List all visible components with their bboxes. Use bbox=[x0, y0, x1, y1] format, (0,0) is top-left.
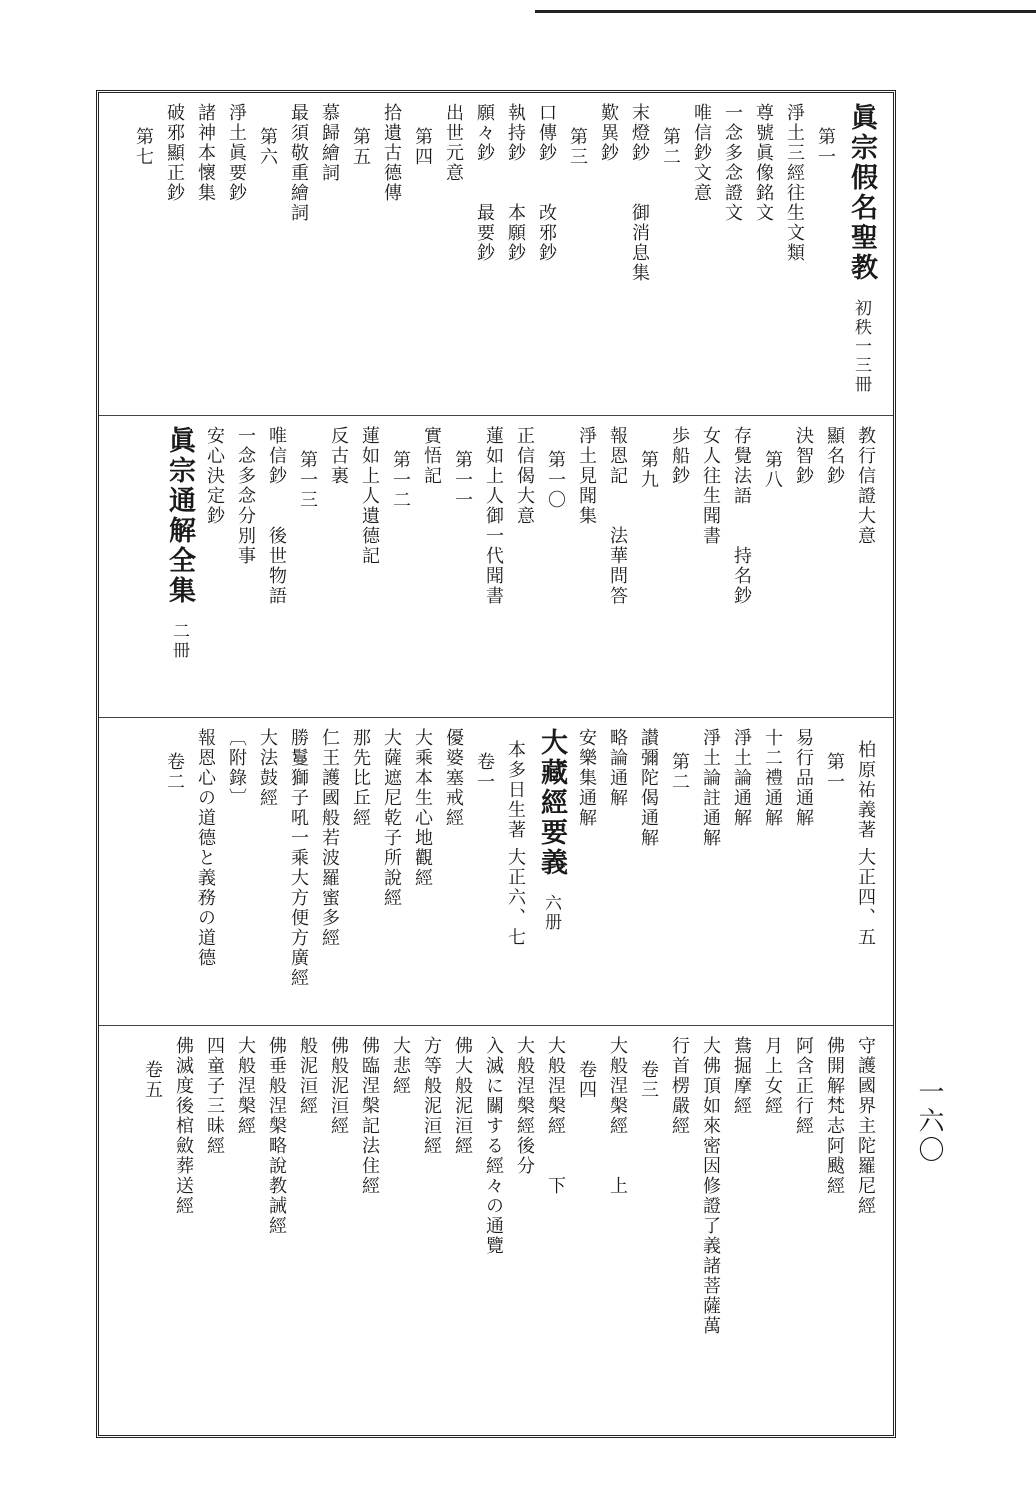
toc-entry bbox=[602, 1036, 633, 1429]
entry-title: 拾遺古德傳 bbox=[381, 103, 402, 203]
toc-entry bbox=[757, 728, 788, 1019]
entry-title: 守護國界主陀羅尼經 bbox=[855, 1036, 876, 1216]
toc-entry bbox=[695, 728, 726, 1019]
toc-entry bbox=[726, 1036, 757, 1429]
entry-title: 佛開解梵志阿颰經 bbox=[824, 1036, 845, 1196]
toc-entry bbox=[438, 728, 469, 1019]
toc-entry bbox=[323, 426, 354, 711]
entry-title: 卷一 bbox=[474, 752, 495, 792]
entry-title: 第三 bbox=[567, 127, 588, 167]
entry-title: 卷四 bbox=[576, 1060, 597, 1100]
toc-entry bbox=[748, 103, 779, 409]
volume-label bbox=[655, 103, 686, 409]
entry-title: 佛大般泥洹經 bbox=[452, 1036, 473, 1156]
entry-title: 易行品通解 bbox=[793, 728, 814, 828]
toc-entry bbox=[695, 1036, 726, 1429]
entry-title: 第四 bbox=[412, 127, 433, 167]
toc-entry bbox=[199, 426, 230, 711]
toc-entry bbox=[376, 103, 407, 409]
entry-title: 卷二 bbox=[164, 752, 185, 792]
table-of-contents-frame bbox=[96, 90, 896, 1438]
entry-title: 略論通解 bbox=[607, 728, 628, 808]
volume-label bbox=[447, 426, 478, 711]
toc-entry bbox=[571, 728, 602, 1019]
entry-title: 大藏經要義 bbox=[536, 728, 567, 878]
entry-title: 眞宗假名聖教 bbox=[846, 103, 877, 283]
entry-title: 淨土見聞集 bbox=[576, 426, 597, 526]
entry-title: 正信偈大意 bbox=[514, 426, 535, 526]
toc-entry bbox=[500, 103, 531, 409]
toc-entry bbox=[850, 1036, 881, 1429]
entry-companion: 二冊 bbox=[169, 622, 189, 660]
toc-entry bbox=[438, 103, 469, 409]
toc-entry bbox=[757, 1036, 788, 1429]
entry-title: 一念多念證文 bbox=[722, 103, 743, 223]
entry-title: 歎異鈔 bbox=[598, 103, 619, 163]
toc-entry bbox=[221, 728, 252, 1019]
entry-title: 勝鬘獅子吼一乘大方便方廣經 bbox=[288, 728, 309, 988]
volume-label bbox=[128, 103, 159, 409]
toc-entry bbox=[602, 728, 633, 1019]
toc-entry bbox=[819, 426, 850, 711]
series-heading bbox=[531, 728, 571, 1019]
entry-title: 淨土論通解 bbox=[731, 728, 752, 828]
entry-title: 大般涅槃經後分 bbox=[514, 1036, 535, 1176]
entry-title: 第七 bbox=[133, 127, 154, 167]
toc-entry bbox=[593, 103, 624, 409]
entry-companion: 下 bbox=[545, 1176, 566, 1196]
entry-title: 入滅に關する經々の通覽 bbox=[483, 1036, 504, 1256]
volume-label bbox=[562, 103, 593, 409]
entry-companion: 最要鈔 bbox=[474, 203, 495, 263]
entry-title: 鴦掘摩經 bbox=[731, 1036, 752, 1116]
entry-title: 那先比丘經 bbox=[350, 728, 371, 828]
entry-title: 實悟記 bbox=[421, 426, 442, 486]
toc-entry bbox=[345, 728, 376, 1019]
entry-title: 讃彌陀偈通解 bbox=[638, 728, 659, 848]
entry-title: 決智鈔 bbox=[793, 426, 814, 486]
volume-label bbox=[385, 426, 416, 711]
entry-title: 第一〇 bbox=[545, 450, 566, 510]
entry-title: 執持鈔 bbox=[505, 103, 526, 163]
series-heading bbox=[841, 103, 881, 409]
entry-title: 大佛頂如來密因修證了義諸菩薩萬 bbox=[700, 1036, 721, 1336]
toc-entry bbox=[726, 728, 757, 1019]
page-number: 一六〇 bbox=[914, 1078, 944, 1165]
entry-title: 出世元意 bbox=[443, 103, 464, 183]
entry-title: 淨土眞要鈔 bbox=[226, 103, 247, 203]
entry-title: 口傳鈔 bbox=[536, 103, 557, 163]
entry-title: 第一 bbox=[815, 127, 836, 167]
volume-label bbox=[664, 728, 695, 1019]
toc-entry bbox=[168, 1036, 199, 1429]
entry-title: 第一二 bbox=[390, 450, 411, 510]
volume-label bbox=[407, 103, 438, 409]
entry-title: 第一三 bbox=[297, 450, 318, 510]
entry-title: 蓮如上人御一代聞書 bbox=[483, 426, 504, 606]
entry-title: 教行信證大意 bbox=[855, 426, 876, 546]
entry-title: 四童子三昧經 bbox=[204, 1036, 225, 1156]
toc-entry bbox=[850, 426, 881, 711]
volume-label bbox=[819, 728, 850, 1019]
toc-entry bbox=[717, 103, 748, 409]
toc-entry bbox=[819, 1036, 850, 1429]
toc-entry bbox=[323, 1036, 354, 1429]
toc-entry bbox=[385, 1036, 416, 1429]
entry-title: 〔附錄〕 bbox=[226, 728, 247, 808]
entry-companion: 本願鈔 bbox=[505, 203, 526, 263]
entry-title: 願々鈔 bbox=[474, 103, 495, 163]
entry-title: 存覺法語 bbox=[731, 426, 752, 506]
entry-title: 大法鼓經 bbox=[257, 728, 278, 808]
entry-title: 淨土論註通解 bbox=[700, 728, 721, 848]
toc-entry bbox=[788, 426, 819, 711]
toc-entry bbox=[407, 728, 438, 1019]
band-2 bbox=[99, 415, 893, 717]
entry-title: 破邪顯正鈔 bbox=[164, 103, 185, 203]
volume-label bbox=[633, 1036, 664, 1429]
entry-title: 大悲經 bbox=[390, 1036, 411, 1096]
entry-companion: 法華問答 bbox=[607, 526, 628, 606]
entry-title: 諸神本懷集 bbox=[195, 103, 216, 203]
entry-title: 大薩遮尼乾子所說經 bbox=[381, 728, 402, 908]
entry-title: 淨土三經往生文類 bbox=[784, 103, 805, 263]
entry-title: 卷三 bbox=[638, 1060, 659, 1100]
entry-title: 大般涅槃經 bbox=[235, 1036, 256, 1136]
entry-companion: 後世物語 bbox=[266, 526, 287, 606]
entry-title: 最須敬重繪詞 bbox=[288, 103, 309, 223]
entry-title: 第一 bbox=[824, 752, 845, 792]
toc-entry bbox=[283, 103, 314, 409]
toc-entry bbox=[261, 1036, 292, 1429]
volume-label bbox=[292, 426, 323, 711]
band-4 bbox=[99, 1025, 893, 1435]
entry-title: 方等般泥洹經 bbox=[421, 1036, 442, 1156]
volume-label bbox=[159, 728, 190, 1019]
entry-title: 蓮如上人遺德記 bbox=[359, 426, 380, 566]
entry-title: 尊號眞像銘文 bbox=[753, 103, 774, 223]
entry-title: 一念多念分別事 bbox=[235, 426, 256, 566]
entry-title: 唯信鈔文意 bbox=[691, 103, 712, 203]
toc-entry bbox=[159, 103, 190, 409]
entry-title: 安心決定鈔 bbox=[204, 426, 225, 526]
volume-label bbox=[137, 1036, 168, 1429]
entry-title: 歩船鈔 bbox=[669, 426, 690, 486]
toc-entry bbox=[664, 426, 695, 711]
entry-title: 本多日生著 大正六、七 bbox=[505, 740, 526, 948]
entry-title: 末燈鈔 bbox=[629, 103, 650, 163]
toc-entry bbox=[190, 728, 221, 1019]
volume-label bbox=[540, 426, 571, 711]
entry-title: 女人往生聞書 bbox=[700, 426, 721, 546]
entry-title: 十二禮通解 bbox=[762, 728, 783, 828]
toc-entry bbox=[695, 426, 726, 711]
toc-entry bbox=[261, 426, 292, 711]
entry-title: 大般涅槃經 bbox=[607, 1036, 628, 1136]
entry-title: 第二 bbox=[669, 752, 690, 792]
entry-title: 佛垂般涅槃略說教誡經 bbox=[266, 1036, 287, 1236]
toc-entry bbox=[850, 728, 881, 1019]
entry-companion: 御消息集 bbox=[629, 203, 650, 283]
toc-entry bbox=[230, 1036, 261, 1429]
toc-entry bbox=[292, 1036, 323, 1429]
toc-entry bbox=[314, 728, 345, 1019]
toc-entry bbox=[314, 103, 345, 409]
band-1 bbox=[99, 93, 893, 415]
entry-title: 月上女經 bbox=[762, 1036, 783, 1116]
entry-title: 唯信鈔 bbox=[266, 426, 287, 486]
toc-entry bbox=[478, 1036, 509, 1429]
entry-title: 第一一 bbox=[452, 450, 473, 510]
toc-entry bbox=[221, 103, 252, 409]
entry-title: 卷五 bbox=[142, 1060, 163, 1100]
entry-title: 柏原祐義著 大正四、五 bbox=[855, 740, 876, 948]
toc-entry bbox=[664, 1036, 695, 1429]
toc-entry bbox=[199, 1036, 230, 1429]
volume-label bbox=[469, 728, 500, 1019]
volume-label bbox=[252, 103, 283, 409]
toc-entry bbox=[531, 103, 562, 409]
entry-title: 佛臨涅槃記法住經 bbox=[359, 1036, 380, 1196]
entry-title: 第八 bbox=[762, 450, 783, 490]
volume-label bbox=[345, 103, 376, 409]
entry-title: 報恩記 bbox=[607, 426, 628, 486]
entry-title: 佛般泥洹經 bbox=[328, 1036, 349, 1136]
toc-entry bbox=[788, 728, 819, 1019]
toc-entry bbox=[726, 426, 757, 711]
entry-title: 慕歸繪詞 bbox=[319, 103, 340, 183]
entry-title: 第六 bbox=[257, 127, 278, 167]
entry-title: 優婆塞戒經 bbox=[443, 728, 464, 828]
toc-entry bbox=[571, 426, 602, 711]
toc-entry bbox=[624, 103, 655, 409]
entry-title: 第九 bbox=[638, 450, 659, 490]
volume-label bbox=[810, 103, 841, 409]
toc-entry bbox=[230, 426, 261, 711]
entry-companion: 六册 bbox=[541, 894, 561, 932]
entry-title: 第二 bbox=[660, 127, 681, 167]
entry-title: 顯名鈔 bbox=[824, 426, 845, 486]
entry-title: 報恩心の道德と義務の道德 bbox=[195, 728, 216, 968]
entry-companion: 初秩一三冊 bbox=[851, 299, 871, 394]
toc-entry bbox=[509, 426, 540, 711]
toc-entry bbox=[500, 728, 531, 1019]
entry-title: 大般涅槃經 bbox=[545, 1036, 566, 1136]
entry-title: 般泥洹經 bbox=[297, 1036, 318, 1116]
toc-entry bbox=[509, 1036, 540, 1429]
band-3 bbox=[99, 717, 893, 1025]
entry-companion: 改邪鈔 bbox=[536, 203, 557, 263]
toc-entry bbox=[416, 1036, 447, 1429]
entry-title: 安樂集通解 bbox=[576, 728, 597, 828]
volume-label bbox=[633, 426, 664, 711]
toc-entry bbox=[252, 728, 283, 1019]
entry-title: 大乘本生心地觀經 bbox=[412, 728, 433, 888]
top-rule bbox=[535, 10, 1036, 13]
toc-entry bbox=[540, 1036, 571, 1429]
entry-companion: 持名鈔 bbox=[731, 546, 752, 606]
toc-entry bbox=[376, 728, 407, 1019]
entry-companion: 上 bbox=[607, 1176, 628, 1196]
entry-title: 佛滅度後棺斂葬送經 bbox=[173, 1036, 194, 1216]
toc-entry bbox=[190, 103, 221, 409]
volume-label bbox=[571, 1036, 602, 1429]
entry-title: 行首楞嚴經 bbox=[669, 1036, 690, 1136]
toc-entry bbox=[788, 1036, 819, 1429]
toc-entry bbox=[283, 728, 314, 1019]
volume-label bbox=[757, 426, 788, 711]
toc-entry bbox=[633, 728, 664, 1019]
toc-entry bbox=[354, 1036, 385, 1429]
toc-entry bbox=[478, 426, 509, 711]
toc-entry bbox=[686, 103, 717, 409]
toc-entry bbox=[779, 103, 810, 409]
entry-title: 眞宗通解全集 bbox=[164, 426, 195, 606]
toc-entry bbox=[469, 103, 500, 409]
entry-title: 仁王護國般若波羅蜜多經 bbox=[319, 728, 340, 948]
entry-title: 第五 bbox=[350, 127, 371, 167]
toc-entry bbox=[416, 426, 447, 711]
toc-entry bbox=[447, 1036, 478, 1429]
toc-entry bbox=[602, 426, 633, 711]
entry-title: 阿含正行經 bbox=[793, 1036, 814, 1136]
series-heading bbox=[159, 426, 199, 711]
entry-title: 反古裏 bbox=[328, 426, 349, 486]
toc-entry bbox=[354, 426, 385, 711]
